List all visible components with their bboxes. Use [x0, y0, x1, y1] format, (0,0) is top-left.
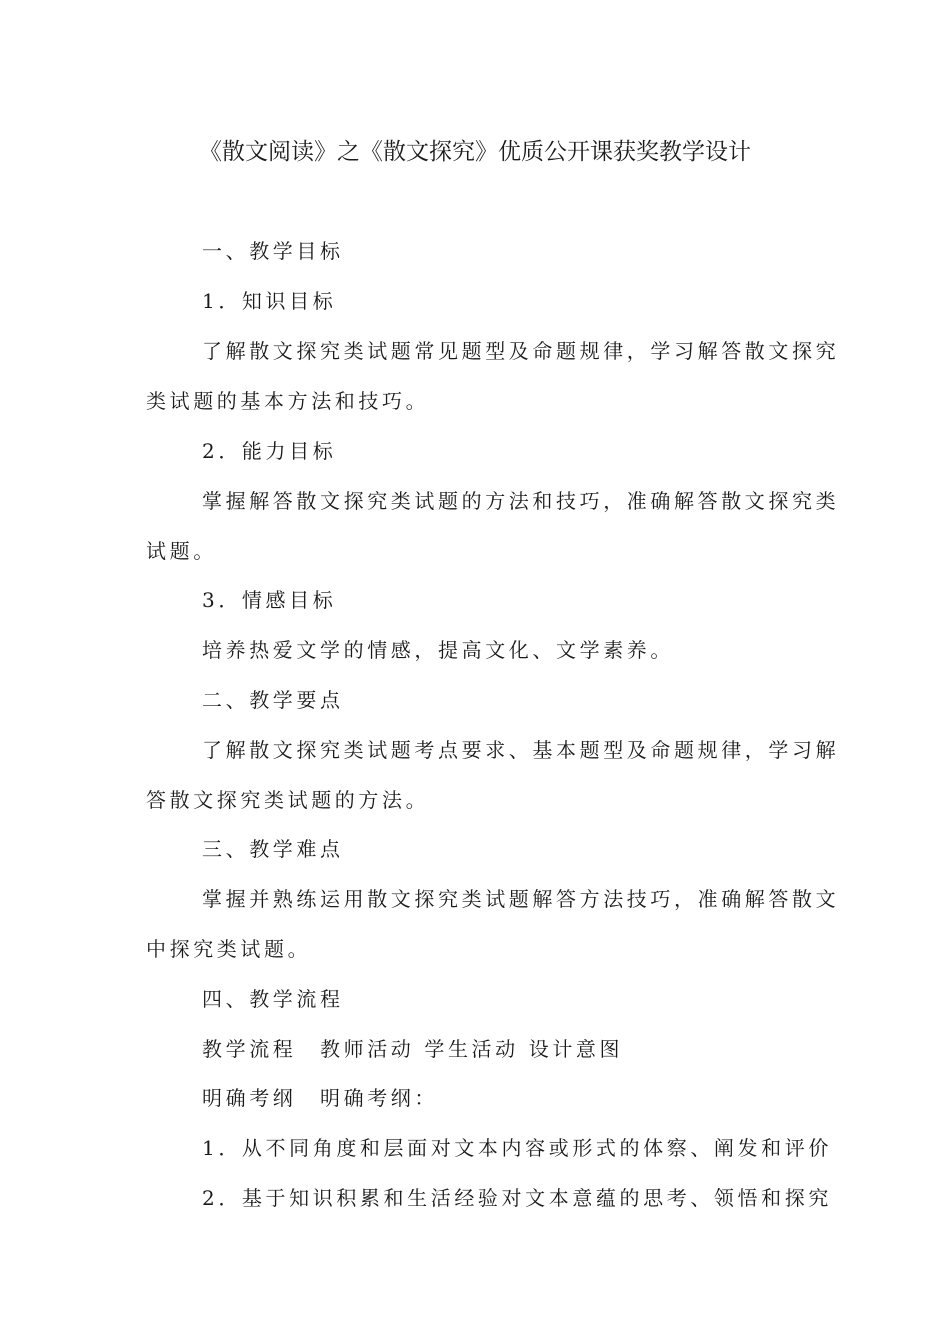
list-item: 1．从不同角度和层面对文本内容或形式的体察、阐发和评价: [202, 1136, 832, 1160]
paragraph-line: 中探究类试题。: [146, 937, 312, 961]
table-row-line: 明确考纲 明确考纲：: [202, 1086, 438, 1110]
section-heading-key-points: 二、教学要点: [202, 688, 344, 712]
section-heading-teaching-goals: 一、教学目标: [202, 239, 344, 263]
subheading-knowledge-goal: 1．知识目标: [202, 289, 337, 313]
paragraph-line: 培养热爱文学的情感，提高文化、文学素养。: [202, 638, 674, 662]
table-header-line: 教学流程 教师活动 学生活动 设计意图: [202, 1037, 624, 1061]
paragraph-line: 掌握解答散文探究类试题的方法和技巧，准确解答散文探究类: [202, 489, 840, 513]
paragraph-line: 了解散文探究类试题考点要求、基本题型及命题规律，学习解: [202, 738, 840, 762]
subheading-emotion-goal: 3．情感目标: [202, 588, 337, 612]
subheading-ability-goal: 2．能力目标: [202, 439, 337, 463]
document-title: 《散文阅读》之《散文探究》优质公开课获奖教学设计: [199, 139, 751, 165]
paragraph-line: 掌握并熟练运用散文探究类试题解答方法技巧，准确解答散文: [202, 887, 840, 911]
paragraph-line: 了解散文探究类试题常见题型及命题规律，学习解答散文探究: [202, 339, 840, 363]
list-item: 2．基于知识积累和生活经验对文本意蕴的思考、领悟和探究: [202, 1186, 832, 1210]
paragraph-line: 试题。: [146, 539, 217, 563]
section-heading-difficulties: 三、教学难点: [202, 837, 344, 861]
paragraph-line: 类试题的基本方法和技巧。: [146, 389, 430, 413]
paragraph-line: 答散文探究类试题的方法。: [146, 788, 430, 812]
section-heading-teaching-process: 四、教学流程: [202, 987, 344, 1011]
